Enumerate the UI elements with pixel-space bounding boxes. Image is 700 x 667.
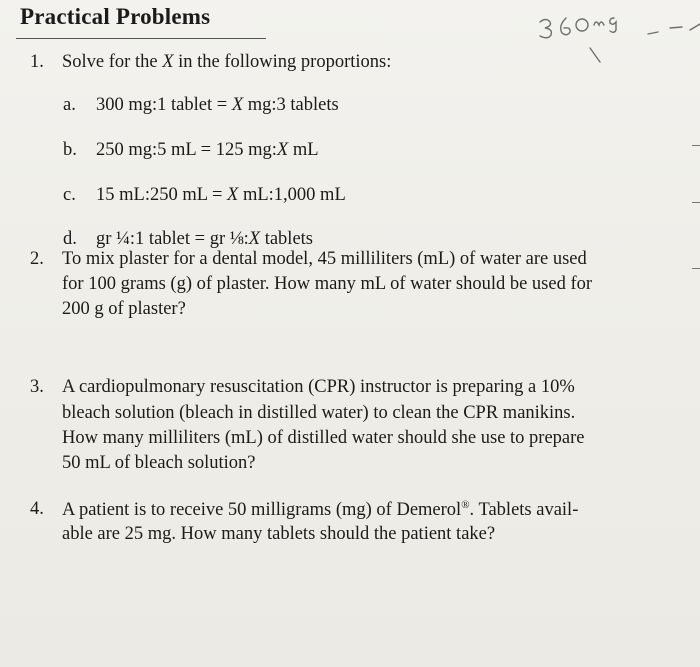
handwritten-note bbox=[530, 8, 700, 73]
problem-4-line-2: able are 25 mg. How many tablets should the patient take? bbox=[62, 524, 496, 544]
problem-4-number: 4. bbox=[30, 499, 44, 519]
problem-3-line-3: How many milliliters (mL) of distilled water should she use to prepare bbox=[62, 428, 585, 448]
problem-3-line-2: bleach solution (bleach in distilled water) to clean the CPR manikins. bbox=[62, 403, 576, 423]
problem-2-number: 2. bbox=[30, 249, 44, 269]
problem-2-line-3: 200 g of plaster? bbox=[62, 299, 186, 319]
margin-mark bbox=[692, 145, 700, 146]
problem-1-line-1: Solve for the X in the following proportions: bbox=[62, 52, 392, 72]
margin-mark bbox=[692, 268, 700, 269]
part-1a-text: 300 mg:1 tablet = X mg:3 tablets bbox=[96, 95, 339, 115]
problem-2-line-2: for 100 grams (g) of plaster. How many mL of water should be used for bbox=[62, 274, 593, 294]
part-1d-letter: d. bbox=[63, 229, 77, 249]
title-underline bbox=[16, 38, 266, 39]
problem-3-number: 3. bbox=[30, 377, 44, 397]
part-1c-letter: c. bbox=[63, 185, 76, 205]
problem-3-line-4: 50 mL of bleach solution? bbox=[62, 453, 256, 473]
problem-4-line-1: A patient is to receive 50 milligrams (mg) of Demerol®. Tablets avail- bbox=[62, 499, 579, 521]
problem-3-line-1: A cardiopulmonary resuscitation (CPR) instructor is preparing a 10% bbox=[62, 377, 575, 397]
part-1d-text: gr ¼:1 tablet = gr ⅛:X tablets bbox=[96, 229, 313, 249]
part-1b-letter: b. bbox=[63, 140, 77, 160]
problem-2-line-1: To mix plaster for a dental model, 45 milliliters (mL) of water are used bbox=[62, 249, 587, 269]
part-1b-text: 250 mg:5 mL = 125 mg:X mL bbox=[96, 140, 319, 160]
part-1a-letter: a. bbox=[63, 95, 76, 115]
page-title: Practical Problems bbox=[20, 4, 211, 29]
part-1c-text: 15 mL:250 mL = X mL:1,000 mL bbox=[96, 185, 346, 205]
problem-1-number: 1. bbox=[30, 52, 44, 72]
margin-mark bbox=[692, 202, 700, 203]
